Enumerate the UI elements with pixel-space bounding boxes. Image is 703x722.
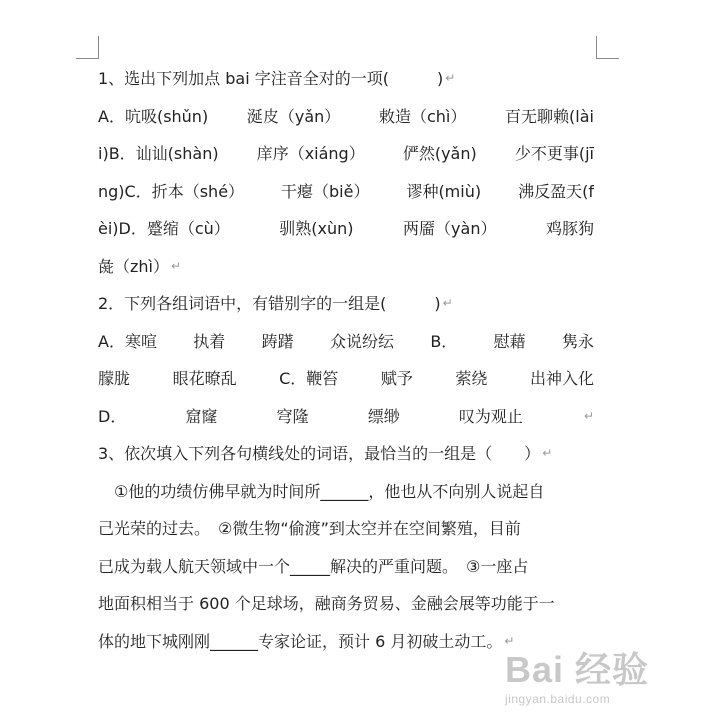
document-line xyxy=(98,585,594,623)
watermark-url: jingyan.baidu.com xyxy=(505,692,611,706)
line-segment: C．鞭笞 xyxy=(279,369,339,388)
document-line xyxy=(98,360,594,398)
line-segment: B． xyxy=(430,331,458,351)
line-segment: D． xyxy=(98,406,127,426)
line-segment: 鸡豚狗 xyxy=(545,219,594,238)
page-corner-top-right xyxy=(596,36,619,59)
line-segment: 朦胧 xyxy=(98,369,131,388)
line-segment: 执着 xyxy=(193,331,226,351)
baidu-jingyan-watermark xyxy=(505,648,665,710)
paragraph-mark-icon: ↵ xyxy=(442,296,453,310)
document-body xyxy=(98,60,594,660)
document-line xyxy=(98,323,594,361)
line-segment: A．吭吸(shǔn) xyxy=(98,106,209,126)
line-segment: 少不更事(jī xyxy=(514,144,594,163)
watermark-brand: Bai 经验 xyxy=(505,649,650,690)
line-segment: 俨然(yǎn) xyxy=(402,144,477,163)
document-line xyxy=(98,285,594,323)
document-line xyxy=(98,435,594,473)
document-line xyxy=(98,473,594,511)
line-segment: 体的地下城刚刚______专家论证，预计 6 月初破土动工。 xyxy=(98,631,503,651)
line-segment: A．寒喧 xyxy=(98,331,157,351)
line-segment: 百无聊赖(lài xyxy=(505,106,594,126)
line-segment: èi)D．蹙缩（cù） xyxy=(98,219,230,238)
line-segment: 已成为载人航天领域中一个_____解决的严重问题。 ③一座占 xyxy=(98,556,529,576)
document-line xyxy=(98,98,594,136)
line-segment: 穹隆 xyxy=(276,406,309,426)
paragraph-mark-icon: ↵ xyxy=(504,633,515,648)
document-line xyxy=(98,548,594,586)
line-segment: 1、选出下列加点 bai 字注音全对的一项( ) xyxy=(98,69,444,88)
line-segment: 赋予 xyxy=(380,369,413,388)
line-segment: ①他的功绩仿佛早就为时间所______，他也从不向别人说起自 xyxy=(98,481,545,501)
line-segment: 眼花暸乱 xyxy=(172,369,237,388)
paragraph-mark-icon: ↵ xyxy=(542,446,553,460)
line-segment: 干瘪（biě） xyxy=(281,181,370,201)
paragraph-mark-icon: ↵ xyxy=(445,71,456,85)
line-segment: 2．下列各组词语中，有错别字的一组是( ) xyxy=(98,294,441,313)
document-line xyxy=(98,60,594,98)
line-segment: 谬种(miù) xyxy=(406,181,482,201)
document-line xyxy=(98,210,594,248)
line-segment: 涎皮（yǎn） xyxy=(246,106,341,126)
line-segment: 缥缈 xyxy=(367,406,400,426)
line-segment: 驯熟(xùn) xyxy=(279,219,354,238)
paragraph-mark-icon: ↵ xyxy=(171,258,182,273)
document-line xyxy=(98,398,594,436)
line-segment: 两靥（yàn） xyxy=(403,219,497,238)
line-segment: 慰藉 xyxy=(493,331,526,351)
document-line xyxy=(98,173,594,211)
page-corner-top-left xyxy=(76,36,99,59)
line-segment: 彘（zhì） xyxy=(98,256,169,276)
line-segment: 敕造（chì） xyxy=(378,106,467,126)
line-segment: 地面积相当于 600 个足球场，融商务贸易、金融会展等功能于一 xyxy=(98,594,555,613)
line-segment: 出神入化 xyxy=(529,369,594,388)
line-segment: 叹为观止 xyxy=(458,406,523,426)
document-line xyxy=(98,248,594,286)
line-segment: i)B．讪讪(shàn) xyxy=(98,144,219,163)
line-segment: 己光荣的过去。 ②微生物“偷渡”到太空并在空间繁殖，目前 xyxy=(98,519,521,538)
line-segment: 踌躇 xyxy=(261,331,294,351)
line-segment: 庠序（xiáng） xyxy=(256,144,365,163)
line-segment: 隽永 xyxy=(561,331,594,351)
line-segment: 萦绕 xyxy=(455,369,488,388)
paragraph-mark-icon: ↵ xyxy=(583,408,594,423)
line-segment: 3、依次填入下列各句横线处的词语，最恰当的一组是（ ） xyxy=(98,444,541,463)
document-line xyxy=(98,510,594,548)
document-line xyxy=(98,135,594,173)
line-segment: 沸反盈天(f xyxy=(518,181,594,201)
line-segment: 窟窿 xyxy=(185,406,218,426)
line-segment: 众说纷纭 xyxy=(329,331,394,351)
line-segment: ng)C．折本（shé） xyxy=(98,181,245,201)
watermark-logo xyxy=(505,648,665,692)
